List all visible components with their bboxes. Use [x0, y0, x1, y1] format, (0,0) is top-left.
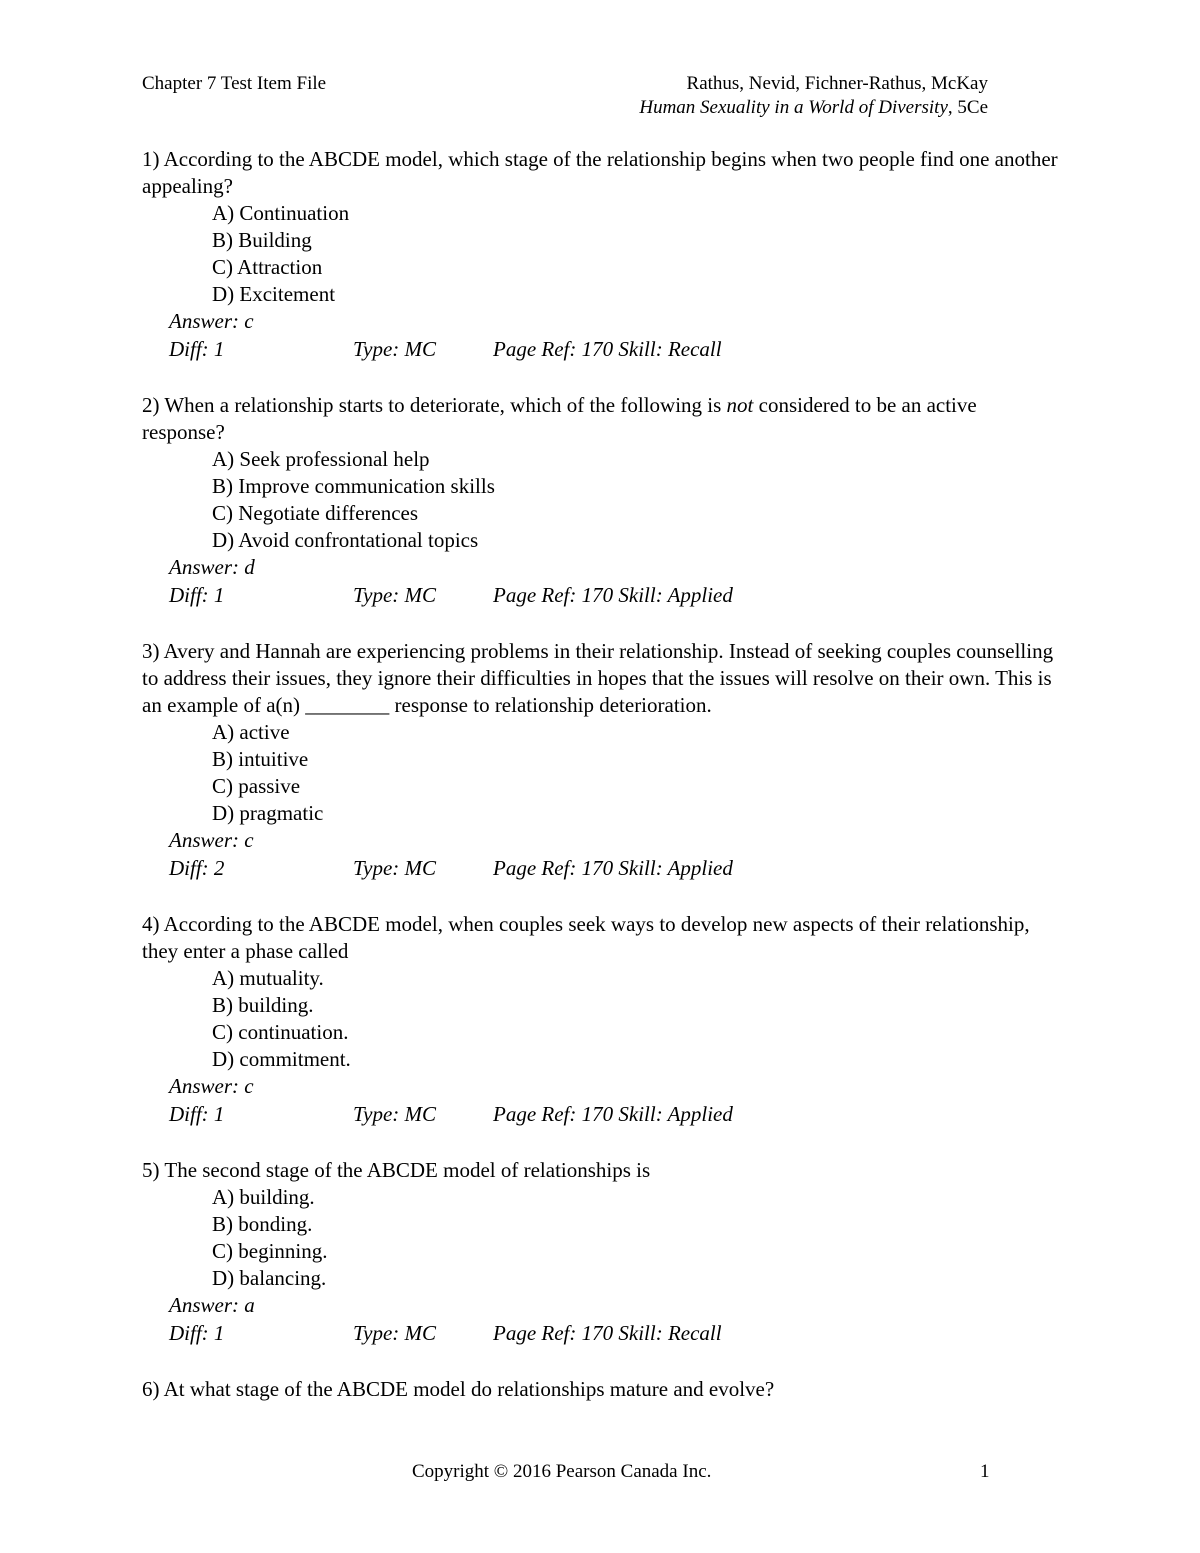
question-stem: 1) According to the ABCDE model, which stage of the relationship begins when two people find one another appealing?: [142, 147, 1058, 198]
difficulty: Diff: 2: [169, 856, 225, 880]
question-5: [142, 1157, 1062, 1348]
stem-emphasis: not: [726, 393, 754, 417]
option-d: D) pragmatic: [212, 801, 324, 825]
header-chapter-title: Chapter 7 Test Item File: [142, 73, 327, 94]
page-ref-skill: Page Ref: 170 Skill: Recall: [493, 337, 722, 361]
answer-options: [142, 200, 1062, 308]
option-a: A) building.: [212, 1185, 315, 1209]
answer-options: [142, 965, 1062, 1073]
question-list: [142, 146, 1062, 1431]
question-stem: 5) The second stage of the ABCDE model of relationships is: [142, 1158, 651, 1182]
option-b: B) intuitive: [212, 747, 309, 771]
question-meta: [142, 335, 1062, 364]
option-d: D) commitment.: [212, 1047, 351, 1071]
difficulty: Diff: 1: [169, 1321, 225, 1345]
answer-options: [142, 1184, 1062, 1292]
option-d: D) Excitement: [212, 282, 336, 306]
option-d: D) balancing.: [212, 1266, 327, 1290]
answer-key: Answer: d: [169, 555, 255, 579]
page-ref-skill: Page Ref: 170 Skill: Recall: [493, 1321, 722, 1345]
answer-key: Answer: a: [169, 1293, 255, 1317]
header-edition: , 5Ce: [947, 97, 988, 118]
page-ref-skill: Page Ref: 170 Skill: Applied: [493, 856, 733, 880]
answer-key: Answer: c: [169, 828, 254, 852]
header-book-info: [639, 72, 988, 120]
option-a: A) mutuality.: [212, 966, 324, 990]
question-3: [142, 638, 1062, 883]
question-stem: 6) At what stage of the ABCDE model do relationships mature and evolve?: [142, 1377, 775, 1401]
question-type: Type: MC: [353, 1321, 437, 1345]
question-6: [142, 1376, 1062, 1403]
question-stem: [142, 392, 1062, 446]
page-number: 1: [980, 1461, 990, 1482]
option-a: A) Continuation: [212, 201, 350, 225]
question-type: Type: MC: [353, 583, 437, 607]
answer-key: Answer: c: [169, 1074, 254, 1098]
answer-options: [142, 446, 1062, 554]
question-stem: 4) According to the ABCDE model, when couples seek ways to develop new aspects of their relationship, they enter a phase called: [142, 912, 1030, 963]
option-c: C) Negotiate differences: [212, 501, 419, 525]
question-type: Type: MC: [353, 337, 437, 361]
option-d: D) Avoid confrontational topics: [212, 528, 479, 552]
page-ref-skill: Page Ref: 170 Skill: Applied: [493, 583, 733, 607]
option-b: B) building.: [212, 993, 314, 1017]
option-c: C) Attraction: [212, 255, 323, 279]
question-meta: [142, 854, 1062, 883]
difficulty: Diff: 1: [169, 583, 225, 607]
copyright-notice: Copyright © 2016 Pearson Canada Inc.: [412, 1461, 712, 1482]
question-meta: [142, 1100, 1062, 1129]
option-b: B) bonding.: [212, 1212, 313, 1236]
page-ref-skill: Page Ref: 170 Skill: Applied: [493, 1102, 733, 1126]
question-4: [142, 911, 1062, 1129]
option-c: C) beginning.: [212, 1239, 328, 1263]
header-book-title: Human Sexuality in a World of Diversity: [639, 97, 948, 118]
answer-key: Answer: c: [169, 309, 254, 333]
stem-part-before: 2) When a relationship starts to deteriorate, which of the following is: [142, 393, 727, 417]
answer-options: [142, 719, 1062, 827]
question-meta: [142, 581, 1062, 610]
question-type: Type: MC: [353, 856, 437, 880]
option-b: B) Improve communication skills: [212, 474, 495, 498]
option-c: C) passive: [212, 774, 301, 798]
header-book-line: [639, 96, 988, 120]
stem-part-after: considered to be an active response?: [142, 393, 977, 444]
question-type: Type: MC: [353, 1102, 437, 1126]
question-meta: [142, 1319, 1062, 1348]
question-1: [142, 146, 1062, 364]
option-c: C) continuation.: [212, 1020, 349, 1044]
header-authors: Rathus, Nevid, Fichner-Rathus, McKay: [686, 73, 988, 94]
difficulty: Diff: 1: [169, 337, 225, 361]
question-2: [142, 392, 1062, 610]
option-a: A) Seek professional help: [212, 447, 430, 471]
difficulty: Diff: 1: [169, 1102, 225, 1126]
option-a: A) active: [212, 720, 290, 744]
question-stem: 3) Avery and Hannah are experiencing problems in their relationship. Instead of seeking couples counselling to address their issues, they ignore their difficulties in hopes that the issues will resolve on their own. This is an example of a(n) ________ response to relationship deterioration.: [142, 639, 1054, 717]
option-b: B) Building: [212, 228, 312, 252]
